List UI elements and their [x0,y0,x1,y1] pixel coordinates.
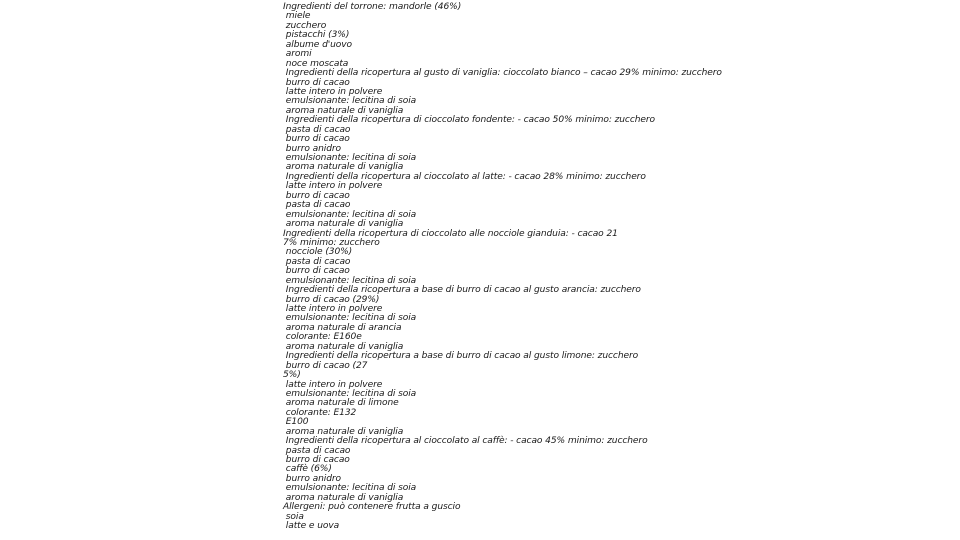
ingredient-line: pasta di cacao [283,200,351,211]
ingredient-line: emulsionante: lecitina di soia [283,313,417,324]
ingredient-line: colorante: E160e [283,332,362,343]
ingredient-line: aroma naturale di limone [283,398,399,409]
ingredient-line: burro di cacao [283,190,350,201]
ingredient-line: noce moscata [283,58,349,69]
ingredient-line: albume d'uovo [283,39,353,50]
ingredient-line: colorante: E132 [283,407,357,418]
ingredient-line: Ingredienti della ricopertura al gusto di vaniglia: cioccolato bianco – cacao 29% minimo: zucchero [283,68,722,79]
ingredient-line: burro di cacao [283,77,350,88]
ingredient-line: nocciole (30%) [283,247,353,258]
ingredient-line: burro di cacao [283,455,350,465]
ingredient-line: Allergeni: può contenere frutta a guscio [283,502,461,513]
ingredient-line: pasta di cacao [283,256,351,267]
ingredient-line: emulsionante: lecitina di soia [283,209,417,220]
ingredient-line: caffè (6%) [283,464,332,475]
ingredient-line: Ingredienti della ricopertura a base di burro di cacao al gusto arancia: zucchero [283,285,641,296]
ingredient-line: aroma naturale di vaniglia [283,492,404,503]
ingredient-line: Ingredienti della ricopertura al cioccolato al caffè: - cacao 45% minimo: zucchero [283,436,648,447]
ingredient-line: aroma naturale di vaniglia [283,162,404,173]
ingredient-line: Ingredienti del torrone: mandorle (46%) [283,2,462,12]
ingredient-line: emulsionante: lecitina di soia [283,153,417,163]
ingredient-line: Ingredienti della ricopertura al cioccolato al latte: - cacao 28% minimo: zucchero [283,171,646,182]
ingredient-line: latte intero in polvere [283,181,383,192]
ingredient-line: Ingredienti della ricopertura di cioccolato alle nocciole gianduia: - cacao 21 [283,228,618,239]
ingredient-line: pistacchi (3%) [283,30,350,41]
ingredient-line: emulsionante: lecitina di soia [283,96,417,107]
ingredient-line: miele [283,11,311,22]
ingredient-line: Ingredienti della ricopertura a base di burro di cacao al gusto limone: zucchero [283,351,639,362]
ingredient-line: emulsionante: lecitina di soia [283,388,417,399]
ingredient-line: soia [283,511,304,522]
ingredient-line: aroma naturale di vaniglia [283,426,404,437]
ingredient-line: zucchero [283,20,327,31]
ingredient-line: burro di cacao (29%) [283,294,380,305]
ingredient-line: 7% minimo: zucchero [283,237,380,248]
ingredient-line: latte intero in polvere [283,86,383,97]
ingredient-line: Ingredienti della ricopertura di cioccolato fondente: - cacao 50% minimo: zucchero [283,115,655,126]
ingredient-line: burro di cacao [283,266,350,277]
ingredient-line: emulsionante: lecitina di soia [283,275,417,286]
ingredient-line: pasta di cacao [283,124,351,135]
ingredient-line: E100 [283,417,309,428]
ingredient-line: burro anidro [283,473,341,484]
ingredient-line: latte intero in polvere [283,304,383,314]
ingredient-line: latte intero in polvere [283,379,383,390]
ingredient-line: aroma naturale di vaniglia [283,341,404,352]
ingredient-line: aroma naturale di vaniglia [283,219,404,230]
ingredient-line: emulsionante: lecitina di soia [283,483,417,494]
ingredient-line: burro anidro [283,143,341,154]
ingredient-line: pasta di cacao [283,445,351,456]
ingredient-line: burro di cacao (27 [283,360,368,371]
ingredient-line: aroma naturale di vaniglia [283,105,404,116]
ingredient-line: 5%) [283,370,301,381]
ingredients-text [283,2,722,532]
ingredient-line: aromi [283,49,312,60]
ingredient-line: latte e uova [283,521,340,532]
ingredient-line: burro di cacao [283,134,350,145]
ingredient-line: aroma naturale di arancia [283,322,402,333]
